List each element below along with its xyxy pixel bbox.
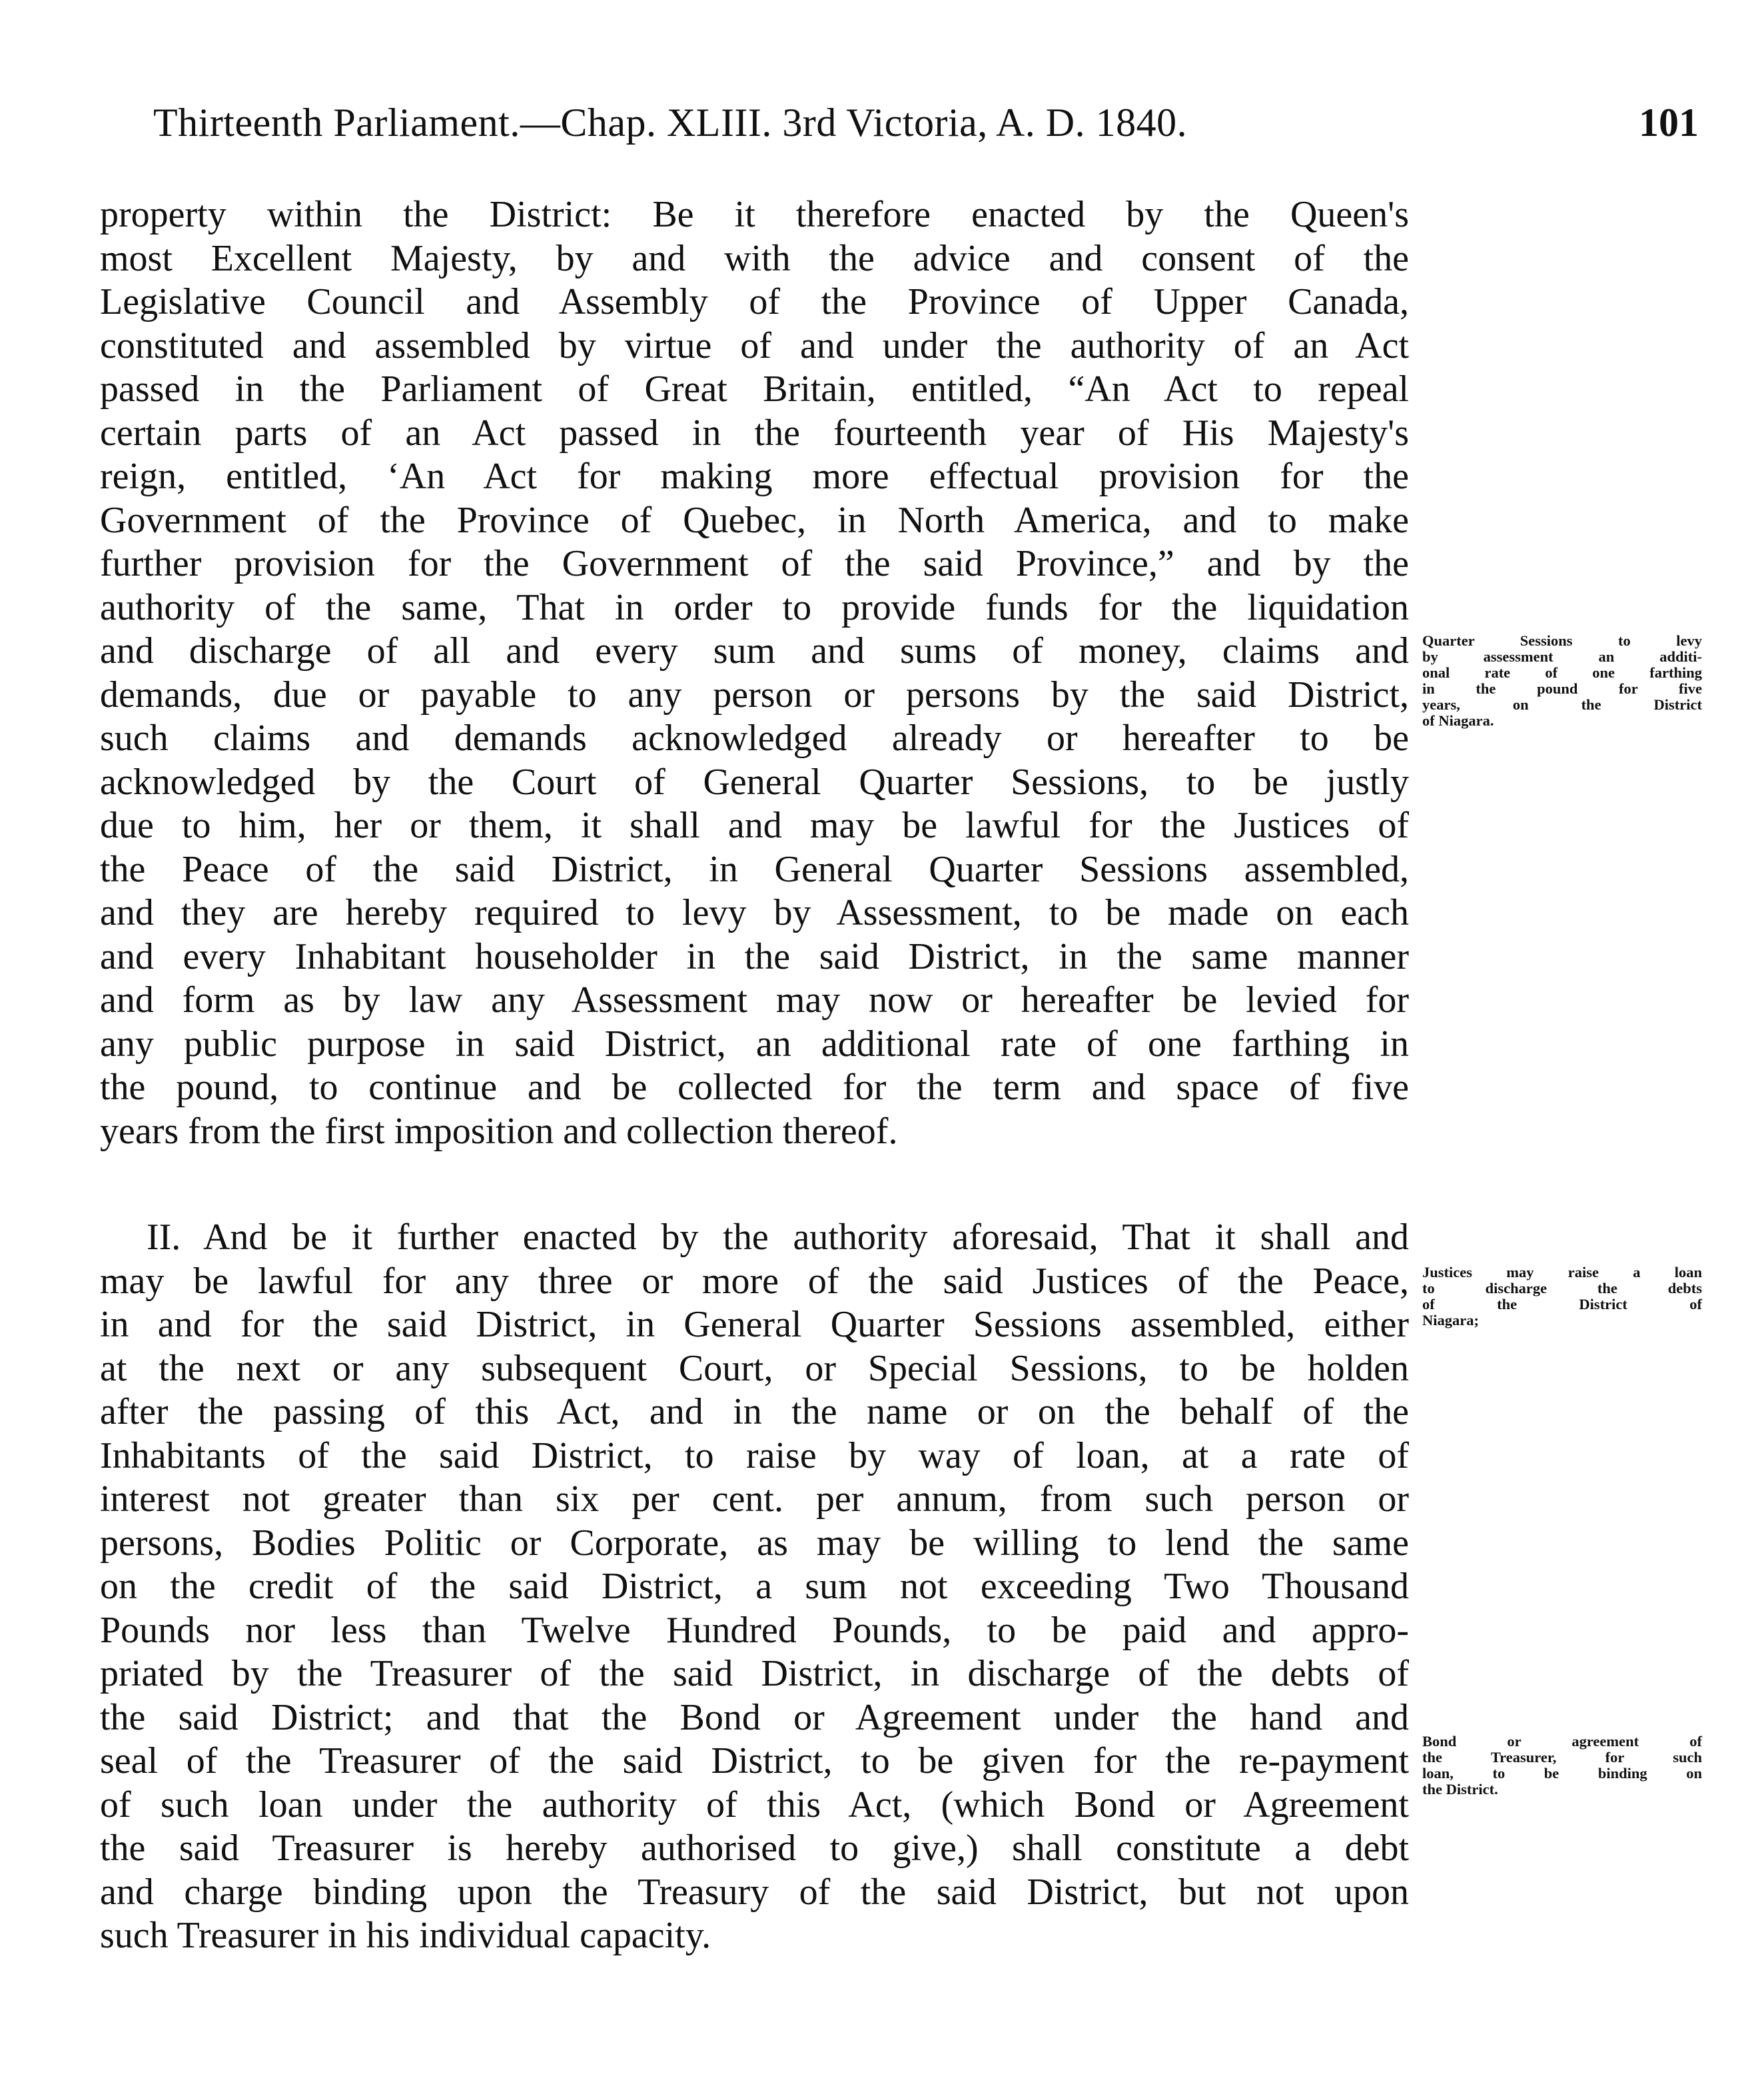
text-line: due to him, her or them, it shall and may be lawful for the Justices of	[100, 805, 1409, 846]
margin-note-line: the District.	[1422, 1781, 1498, 1798]
text-line: after the passing of this Act, and in the name or on the behalf of the	[100, 1391, 1409, 1432]
text-line: on the credit of the said District, a sum not exceeding Two Thousand	[100, 1566, 1409, 1607]
text-line: and discharge of all and every sum and sums of money, claims and	[100, 630, 1409, 672]
text-line: Government of the Province of Quebec, in North America, and to make	[100, 499, 1409, 541]
margin-note-line: by assessment an additi-	[1422, 648, 1702, 665]
running-head: Thirteenth Parliament.—Chap. XLIII. 3rd Victoria, A. D. 1840.	[153, 101, 1188, 145]
text-line: property within the District: Be it therefore enacted by the Queen's	[100, 194, 1409, 235]
text-line: at the next or any subsequent Court, or Special Sessions, to be holden	[100, 1347, 1409, 1389]
text-line: such claims and demands acknowledged already or hereafter to be	[100, 718, 1409, 759]
text-line: the Peace of the said District, in General Quarter Sessions assembled,	[100, 848, 1409, 890]
text-line: demands, due or payable to any person or persons by the said District,	[100, 674, 1409, 716]
margin-note-line: years, on the District	[1422, 696, 1702, 713]
text-line: years from the first imposition and collection thereof.	[100, 1110, 898, 1152]
margin-note-loan	[1422, 1265, 1702, 1328]
margin-note-line: onal rate of one farthing	[1422, 664, 1702, 681]
margin-note-levy	[1422, 633, 1702, 729]
text-line: further provision for the Government of the said Province,” and by the	[100, 543, 1409, 584]
text-line: seal of the Treasurer of the said District, to be given for the re-payment	[100, 1740, 1409, 1782]
text-line: passed in the Parliament of Great Britain, entitled, “An Act to repeal	[100, 368, 1409, 410]
text-line: most Excellent Majesty, by and with the advice and consent of the	[100, 237, 1409, 279]
text-line: may be lawful for any three or more of the said Justices of the Peace,	[100, 1260, 1409, 1302]
text-line: interest not greater than six per cent. per annum, from such person or	[100, 1478, 1409, 1520]
text-line: and form as by law any Assessment may now or hereafter be levied for	[100, 979, 1409, 1021]
page-number: 101	[1639, 101, 1699, 145]
margin-note-line: to discharge the debts	[1422, 1280, 1702, 1297]
text-line: and they are hereby required to levy by Assessment, to be made on each	[100, 892, 1409, 933]
margin-note-line: Niagara;	[1422, 1312, 1479, 1328]
text-line: Legislative Council and Assembly of the Province of Upper Canada,	[100, 281, 1409, 322]
text-line: and every Inhabitant householder in the said District, in the same manner	[100, 935, 1409, 977]
text-line: any public purpose in said District, an additional rate of one farthing in	[100, 1023, 1409, 1065]
text-line: reign, entitled, ‘An Act for making more effectual provision for the	[100, 456, 1409, 497]
margin-note-line: Quarter Sessions to levy	[1422, 632, 1702, 649]
margin-note-line: loan, to be binding on	[1422, 1765, 1702, 1782]
text-line: authority of the same, That in order to provide funds for the liquidation	[100, 586, 1409, 628]
text-line: such Treasurer in his individual capacity.	[100, 1915, 711, 1956]
text-line: priated by the Treasurer of the said District, in discharge of the debts of	[100, 1653, 1409, 1694]
margin-note-line: of the District of	[1422, 1296, 1702, 1312]
margin-note-line: Bond or agreement of	[1422, 1733, 1702, 1750]
margin-note-line: the Treasurer, for such	[1422, 1749, 1702, 1766]
text-line: persons, Bodies Politic or Corporate, as may be willing to lend the same	[100, 1522, 1409, 1564]
text-line: Inhabitants of the said District, to raise by way of loan, at a rate of	[100, 1434, 1409, 1476]
text-line: the said Treasurer is hereby authorised to give,) shall constitute a debt	[100, 1828, 1409, 1869]
text-line: Pounds nor less than Twelve Hundred Pounds, to be paid and appro-	[100, 1609, 1409, 1651]
page-header	[153, 100, 1699, 153]
paragraph-2	[100, 1216, 1409, 1958]
text-line: the said District; and that the Bond or Agreement under the hand and	[100, 1696, 1409, 1738]
text-line: certain parts of an Act passed in the fourteenth year of His Majesty's	[100, 412, 1409, 454]
margin-note-line: in the pound for five	[1422, 680, 1702, 697]
text-line: of such loan under the authority of this Act, (which Bond or Agreement	[100, 1784, 1409, 1826]
margin-note-line: of Niagara.	[1422, 712, 1494, 729]
margin-note-bond	[1422, 1734, 1702, 1798]
text-line: II. And be it further enacted by the authority aforesaid, That it shall and	[147, 1217, 1409, 1258]
paragraph-1	[100, 193, 1409, 1153]
text-line: constituted and assembled by virtue of and under the authority of an Act	[100, 324, 1409, 366]
margin-note-line: Justices may raise a loan	[1422, 1264, 1702, 1281]
text-line: and charge binding upon the Treasury of the said District, but not upon	[100, 1871, 1409, 1913]
text-line: in and for the said District, in General Quarter Sessions assembled, either	[100, 1304, 1409, 1345]
text-line: acknowledged by the Court of General Quarter Sessions, to be justly	[100, 761, 1409, 803]
text-line: the pound, to continue and be collected for the term and space of five	[100, 1067, 1409, 1108]
